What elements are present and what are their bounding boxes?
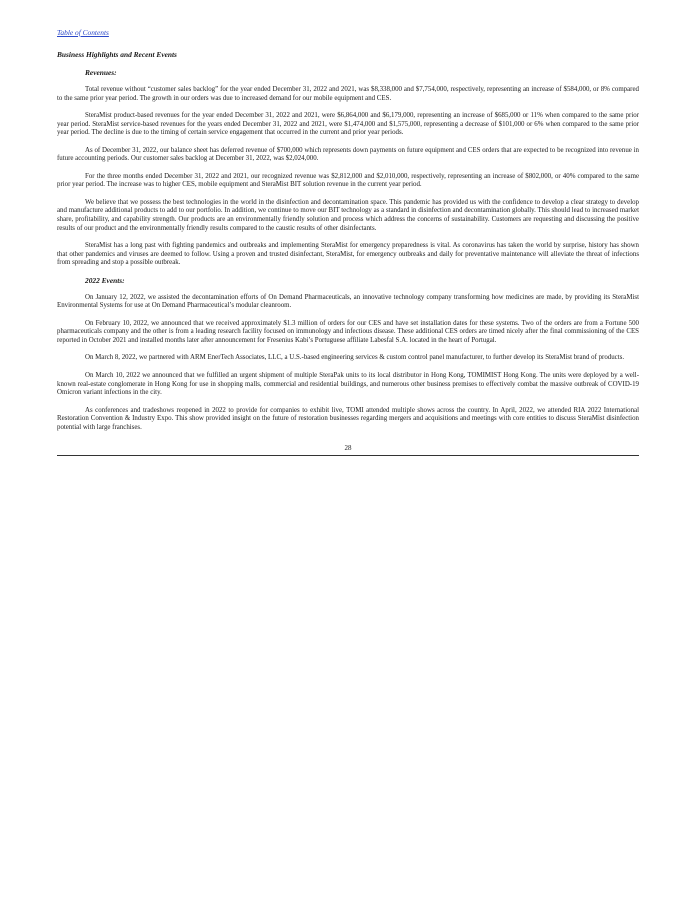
document-page <box>57 22 639 456</box>
revenues-paragraph-pandemics: SteraMist has a long past with fighting pandemics and outbreaks and implementing SteraMist for emergency preparedness is vital. As coronavirus has taken the world by surprise, history has shown that other pandemics and viruses are deemed to follow. Using a proven and trusted disinfectant, SteraMist, for emergency outbreaks and daily for preventative maintenance will alleviate the threat of infections from spreading and stop a possible outbreak. <box>57 242 639 267</box>
revenues-paragraph-total: Total revenue without “customer sales backlog” for the year ended December 31, 2022 and 2021, was $8,338,000 and $7,754,000, respectively, representing an increase of $584,000, or 8% compared to the same prior year period. The growth in our orders was due to increased demand for our mobile equipment and CES. <box>57 86 639 102</box>
revenues-paragraph-deferred: As of December 31, 2022, our balance sheet has deferred revenue of $700,000 which represents down payments on future equipment and CES orders that are expected to be recognized into revenue in future accounting periods. Our customer sales backlog at December 31, 2022, was $2,024,000. <box>57 146 639 163</box>
revenues-paragraph-product-service: SteraMist product-based revenues for the year ended December 31, 2022 and 2021, were $6,864,000 and $6,179,000, representing an increase of $685,000 or 11% when compared to the same prior year period. SteraMist service-based revenues for the years ended December 31, 2022 and 2021, were $1,474,000 and $1,575,000, representing a decrease of $101,000 or 6% when compared to the same prior year period. The decline is due to the timing of certain service engagement that occurred in the current and prior year periods. <box>57 112 639 137</box>
events-heading: 2022 Events: <box>85 275 125 285</box>
events-paragraph-conferences: As conferences and tradeshows reopened in 2022 to provide for companies to exhibit live, TOMI attended multiple shows across the country. In April, 2022, we attended RIA 2022 International Restoration Convention & Industry Expo. This show provided insight on the future of restoration businesses regarding mergers and acquisitions and meetings with core entities to discuss SteraMist disinfection potential with large franchises. <box>57 406 639 431</box>
events-paragraph-march-10: On March 10, 2022 we announced that we fulfilled an urgent shipment of multiple SteraPak units to its local distributor in Hong Kong, TOMIMIST Hong Kong. The units were deployed by a well-known real-estate conglomerate in Hong Kong for use in shopping malls, commercial and residential buildings, and numerous other business premises to effectively combat the massive outbreak of COVID-19 Omicron variant infections in the city. <box>57 372 639 397</box>
revenues-heading: Revenues: <box>85 68 117 77</box>
table-of-contents-link[interactable]: Table of Contents <box>57 28 109 37</box>
events-paragraph-january: On January 12, 2022, we assisted the decontamination efforts of On Demand Pharmaceuticals, an innovative technology company transforming how medicines are made, by providing its SteraMist Environmental Systems for use at On Demand Pharmaceutical’s modular cleanroom. <box>57 293 639 310</box>
page-number: 28 <box>344 444 352 453</box>
revenues-paragraph-strategy: We believe that we possess the best technologies in the world in the disinfection and decontamination space. This pandemic has provided us with the confidence to develop a clear strategy to develop and manufacture additional products to add to our portfolio. In addition, we continue to move our BIT technology as a standard in disinfection and decontamination globally. This should lead to increased market share, profitability, and capability strength. Our products are an environmentally friendly solution and process which address the concerns of sustainability. Customers are requesting and discussing the positive results of our product and the environmentally friendly results compared to the caustic results of other disinfectants. <box>57 198 639 232</box>
section-title: Business Highlights and Recent Events <box>57 50 177 59</box>
events-paragraph-march-8: On March 8, 2022, we partnered with ARM EnerTech Associates, LLC, a U.S.-based engineering services & custom control panel manufacturer, to further develop its SteraMist brand of products. <box>85 354 625 362</box>
footer-divider <box>57 455 639 456</box>
revenues-paragraph-three-months: For the three months ended December 31, 2022 and 2021, our recognized revenue was $2,812,000 and $2,010,000, respectively, representing an increase of $802,000, or 40% compared to the same prior year period. The increase was to higher CES, mobile equipment and SteraMist BIT solution revenue in the current year period. <box>57 172 639 189</box>
events-paragraph-february: On February 10, 2022, we announced that we received approximately $1.3 million of orders for our CES and have set installation dates for these systems. Two of the orders are from a Fortune 500 pharmaceuticals company and the other is from a leading research facility focused on immunology and infectious disease. These additional CES orders are timed nicely after the final commissioning of the CES reported in October 2021 and installed months later after announcement for Fresenius Kabi’s Portuguese affiliate Labesfal S.A. located in the heart of Portugal. <box>57 319 639 344</box>
